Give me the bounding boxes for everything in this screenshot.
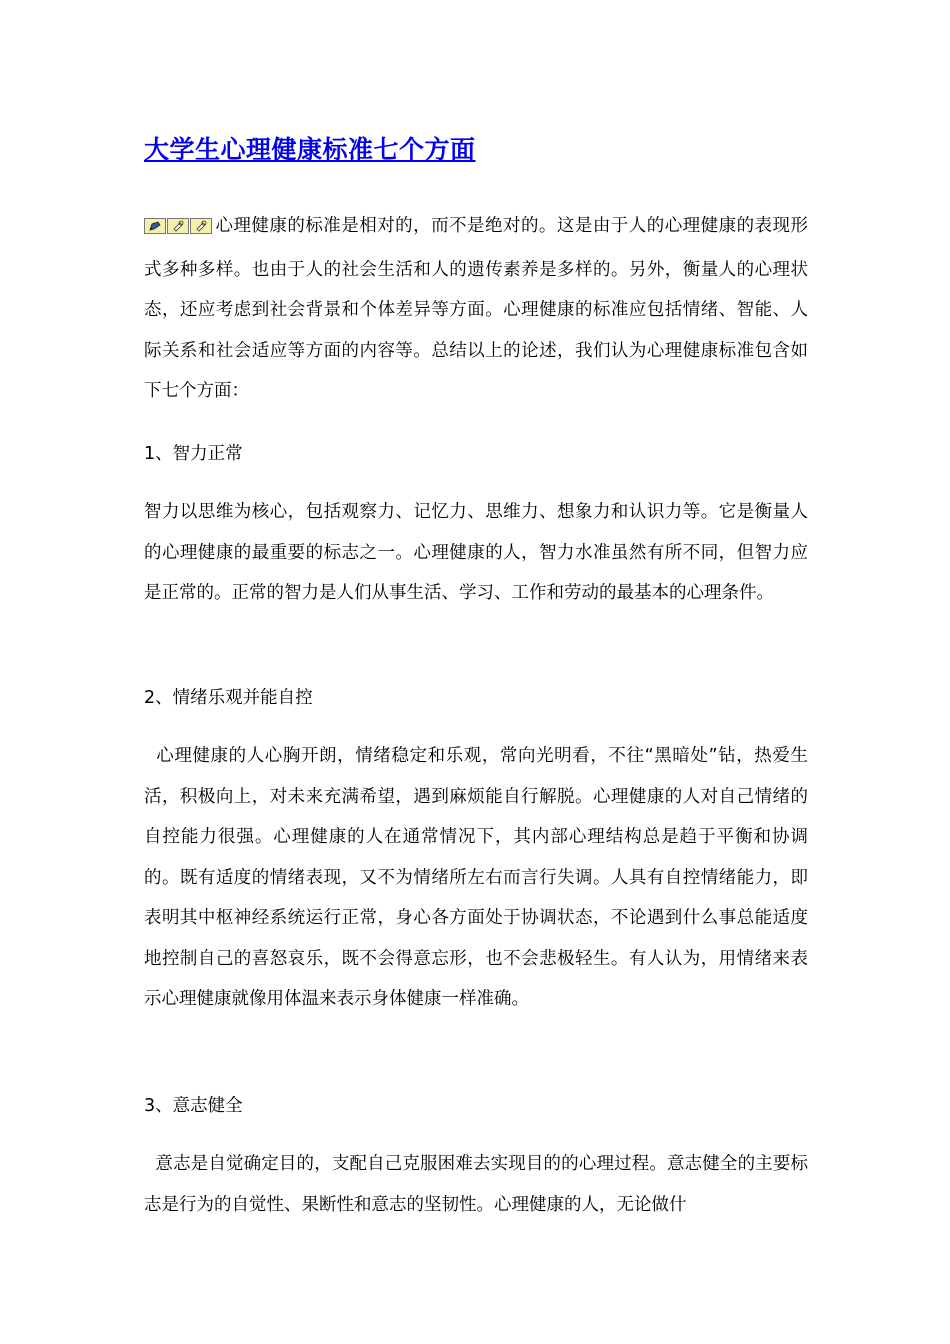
section-heading-3: 3、意志健全 <box>144 1096 243 1116</box>
tool-icon <box>167 218 189 234</box>
section-body-3: 意志是自觉确定目的，支配自己克服困难去实现目的的心理过程。意志健全的主要标志是行为的自觉性、果断性和意志的坚韧性。心理健康的人，无论做什 <box>144 1154 808 1215</box>
intro-text: 心理健康的标准是相对的，而不是绝对的。这是由于人的心理健康的表现形式多种多样。也由于人的社会生活和人的遗传素养是多样的。另外，衡量人的心理状态，还应考虑到社会背景和个体差异等方面。心理健康的标准应包括情绪、智能、人际关系和社会适应等方面的内容等。总结以上的论述，我们认为心理健康标准包含如下七个方面： <box>144 216 808 401</box>
tool-icon <box>190 218 212 234</box>
intro-paragraph <box>144 206 808 412</box>
toolbar-icons <box>144 209 213 250</box>
article-title-link[interactable]: 大学生心理健康标准七个方面 <box>144 135 476 164</box>
section-heading-2: 2、情绪乐观并能自控 <box>144 688 313 708</box>
pencil-icon <box>144 218 166 234</box>
section-heading-1: 1、智力正常 <box>144 444 243 464</box>
section-body-1: 智力以思维为核心，包括观察力、记忆力、思维力、想象力和认识力等。它是衡量人的心理健康的最重要的标志之一。心理健康的人，智力水准虽然有所不同，但智力应是正常的。正常的智力是人们从事生活、学习、工作和劳动的最基本的心理条件。 <box>144 502 808 603</box>
section-body-2: 心理健康的人心胸开朗，情绪稳定和乐观，常向光明看，不往“黑暗处”钻，热爱生活，积极向上，对未来充满希望，遇到麻烦能自行解脱。心理健康的人对自己情绪的自控能力很强。心理健康的人在通常情况下，其内部心理结构总是趋于平衡和协调的。既有适度的情绪表现，又不为情绪所左右而言行失调。人具有自控情绪能力，即表明其中枢神经系统运行正常，身心各方面处于协调状态，不论遇到什么事总能适度地控制自己的喜怒哀乐，既不会得意忘形，也不会悲极轻生。有人认为，用情绪来表示心理健康就像用体温来表示身体健康一样准确。 <box>144 746 808 1009</box>
